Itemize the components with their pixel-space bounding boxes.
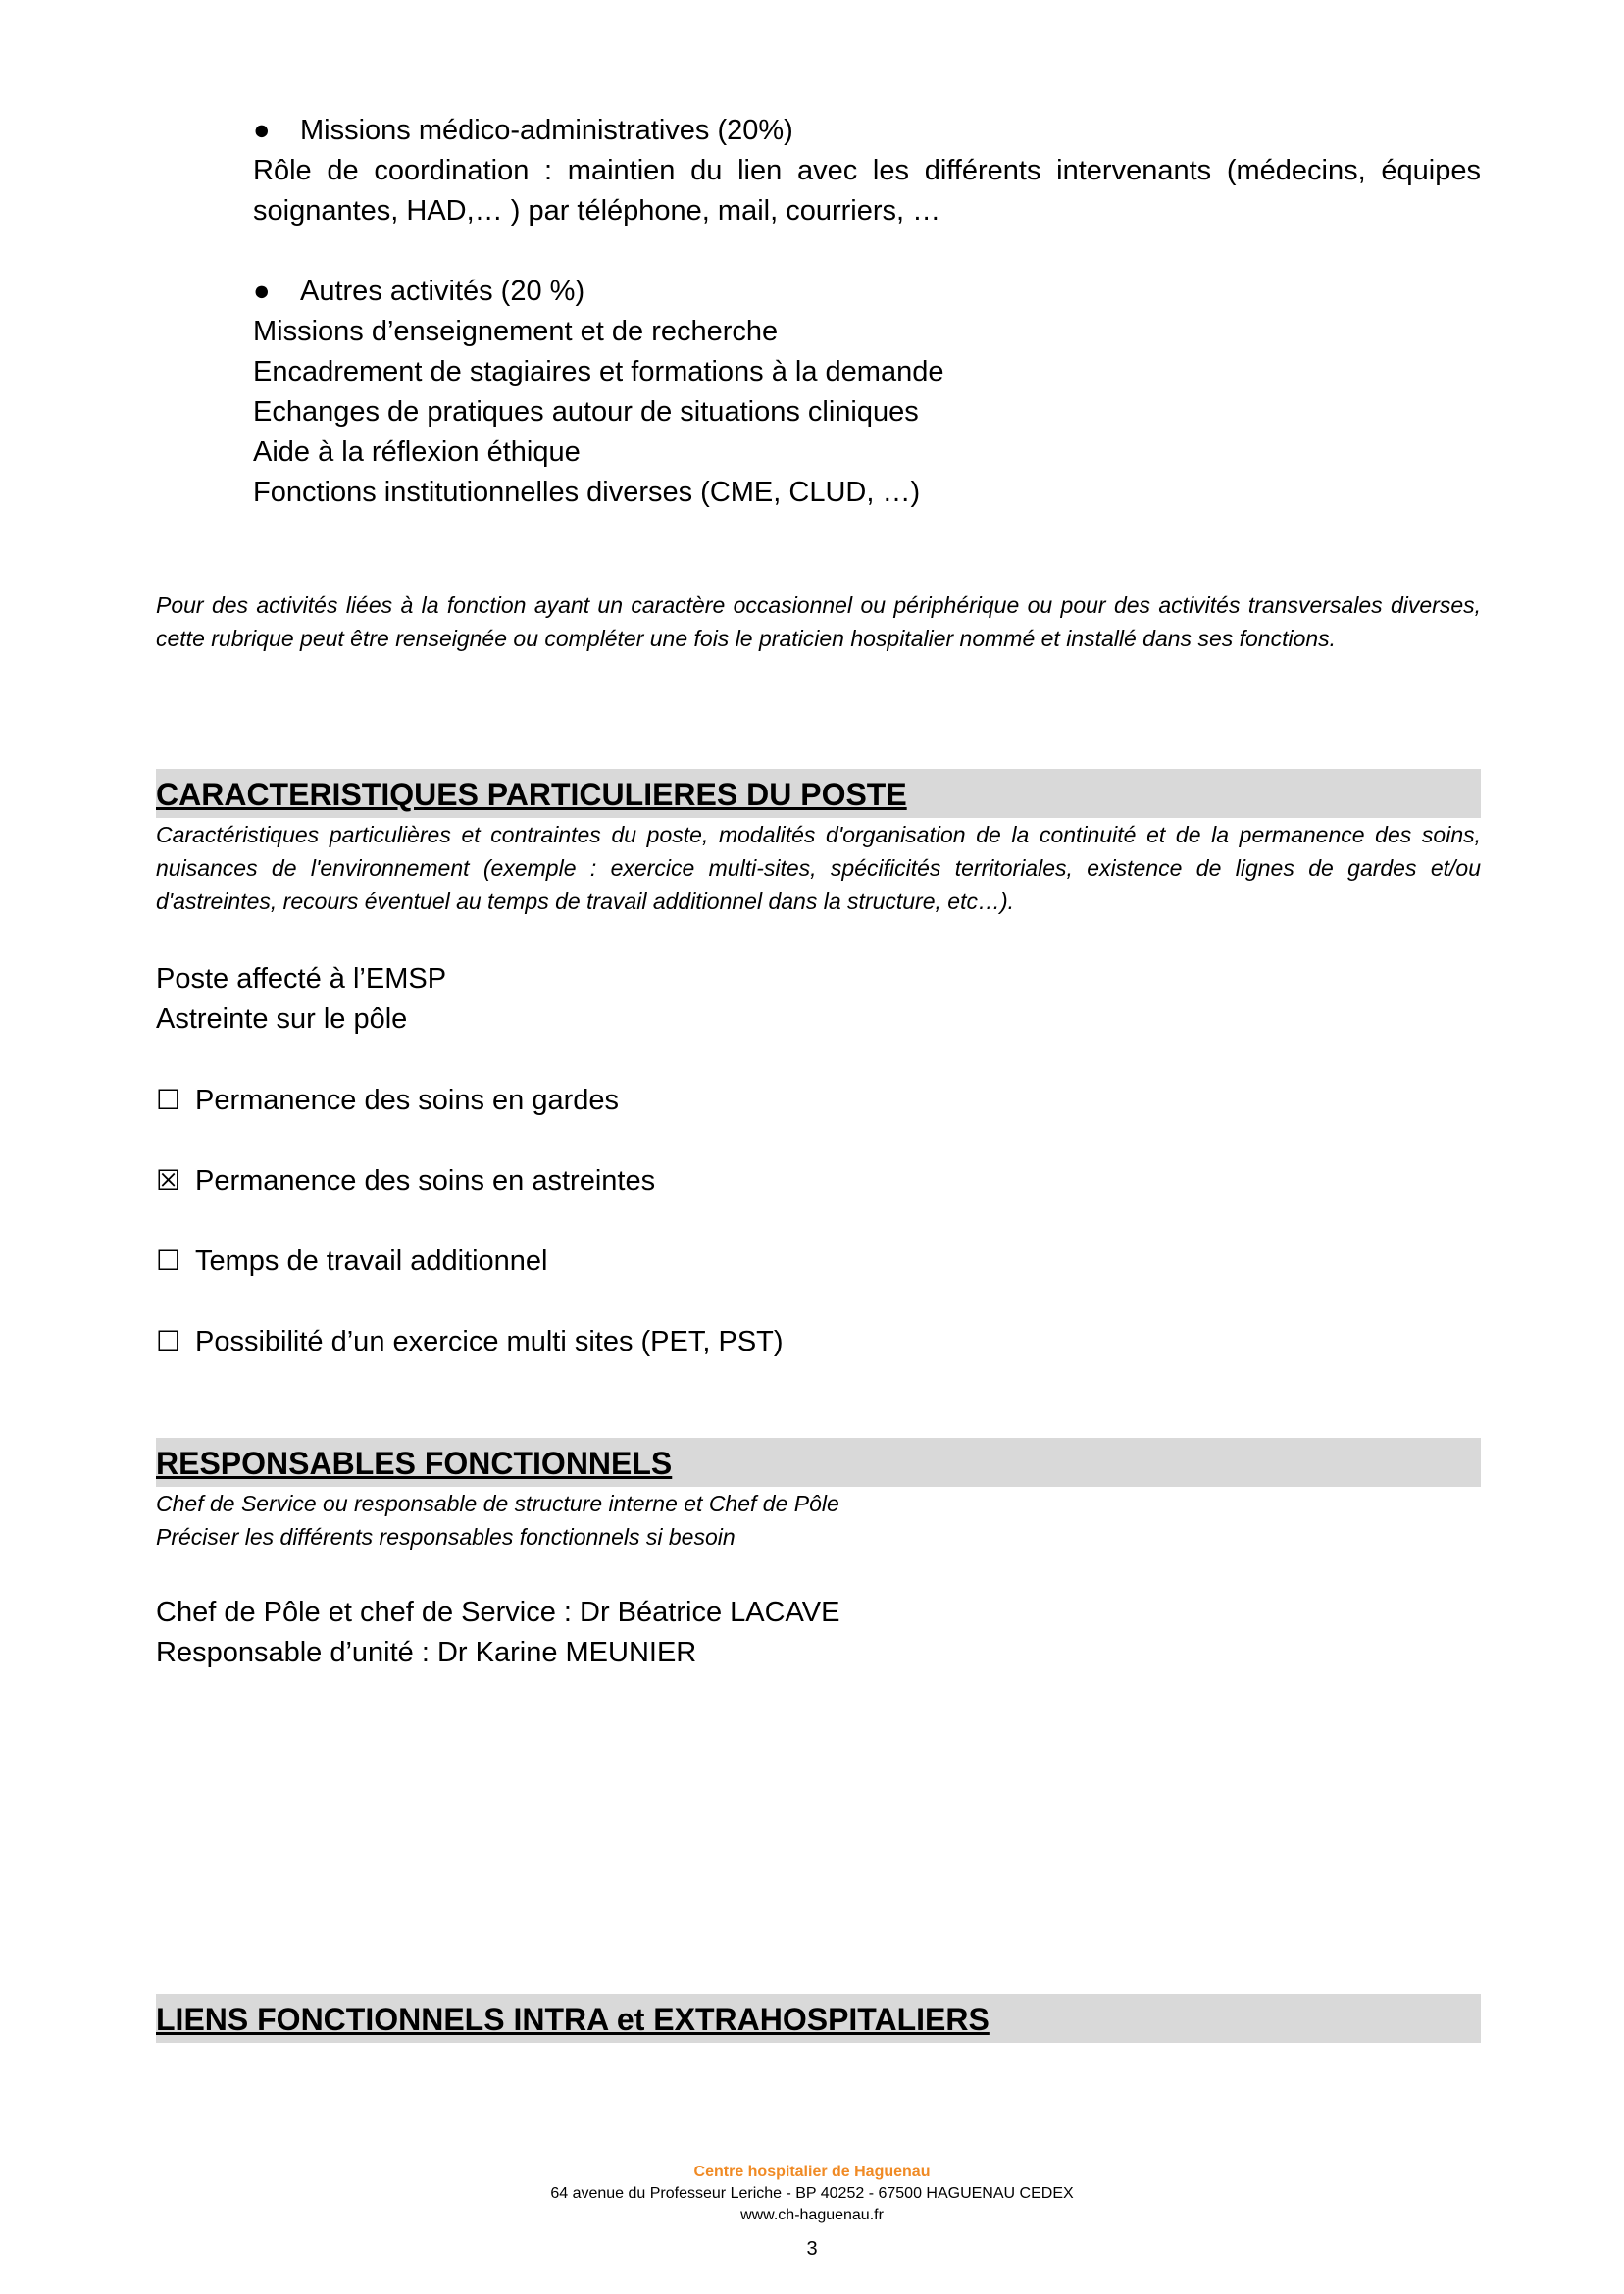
- caracteristiques-section-bar: [156, 769, 1481, 818]
- checkbox-checked-icon[interactable]: ☒: [156, 1164, 181, 1197]
- liens-title: LIENS FONCTIONNELS INTRA et EXTRAHOSPITALIERS: [156, 2002, 990, 2037]
- autres-activites-heading: [253, 272, 584, 312]
- option-label: Possibilité d’un exercice multi sites (PET, PST): [195, 1326, 784, 1357]
- responsables-title: RESPONSABLES FONCTIONNELS: [156, 1446, 673, 1481]
- autres-activites-item: Aide à la réflexion éthique: [253, 436, 581, 468]
- autres-activites-item: Fonctions institutionnelles diverses (CME, CLUD, …): [253, 477, 921, 508]
- autres-activites-item: Echanges de pratiques autour de situations cliniques: [253, 396, 919, 428]
- caracteristiques-line: Astreinte sur le pôle: [156, 1003, 408, 1035]
- responsables-description-line: Préciser les différents responsables fonctionnels si besoin: [156, 1524, 736, 1550]
- responsables-description-line: Chef de Service ou responsable de structure interne et Chef de Pôle: [156, 1491, 839, 1516]
- checkbox-unchecked-icon[interactable]: ☐: [156, 1245, 181, 1277]
- option-temps-additionnel: [156, 1241, 547, 1282]
- option-label: Permanence des soins en astreintes: [195, 1165, 656, 1197]
- option-permanence-astreintes: [156, 1160, 655, 1201]
- bullet-icon: ●: [253, 115, 271, 146]
- checkbox-unchecked-icon[interactable]: ☐: [156, 1325, 181, 1357]
- autres-activites-title: Autres activités (20 %): [300, 276, 585, 307]
- footer-org: Centre hospitalier de Haguenau: [693, 2164, 931, 2180]
- responsables-section-bar: [156, 1438, 1481, 1487]
- caracteristiques-line: Poste affecté à l’EMSP: [156, 963, 447, 994]
- autres-activites-item: Encadrement de stagiaires et formations à la demande: [253, 356, 944, 387]
- option-permanence-gardes: [156, 1080, 619, 1121]
- footer-address: 64 avenue du Professeur Leriche - BP 40252 - 67500 HAGUENAU CEDEX: [550, 2185, 1074, 2202]
- missions-medico-title: Missions médico-administratives (20%): [300, 115, 793, 146]
- caracteristiques-title: CARACTERISTIQUES PARTICULIERES DU POSTE: [156, 777, 907, 812]
- footer-website: www.ch-haguenau.fr: [740, 2207, 884, 2223]
- caracteristiques-description: Caractéristiques particulières et contraintes du poste, modalités d'organisation de la continuité et de la permanence des soins, nuisances de l'environnement (exemple : exercice multi-sites, spécificités territoriales, existence de lignes de gardes et/ou d'astreintes, recours éventuel au temps de travail additionnel dans la structure, etc…).: [156, 822, 1481, 914]
- autres-activites-item: Missions d’enseignement et de recherche: [253, 316, 779, 347]
- option-multi-sites: [156, 1321, 784, 1362]
- missions-medico-text: Rôle de coordination : maintien du lien avec les différents intervenants (médecins, équipes soignantes, HAD,… ) par téléphone, mail, courriers, …: [253, 155, 1481, 227]
- missions-medico-heading: [253, 111, 793, 151]
- responsable-line: Chef de Pôle et chef de Service : Dr Béatrice LACAVE: [156, 1597, 840, 1628]
- responsable-line: Responsable d’unité : Dr Karine MEUNIER: [156, 1637, 697, 1668]
- liens-section-bar: [156, 1994, 1481, 2043]
- checkbox-unchecked-icon[interactable]: ☐: [156, 1084, 181, 1116]
- activities-note: Pour des activités liées à la fonction ayant un caractère occasionnel ou périphérique ou pour des activités transversales diverses, cette rubrique peut être renseignée ou compléter une fois le praticien hospitalier nommé et installé dans ses fonctions.: [156, 592, 1481, 651]
- option-label: Permanence des soins en gardes: [195, 1085, 620, 1116]
- bullet-icon: ●: [253, 276, 271, 307]
- option-label: Temps de travail additionnel: [195, 1246, 548, 1277]
- page-number: 3: [806, 2238, 818, 2260]
